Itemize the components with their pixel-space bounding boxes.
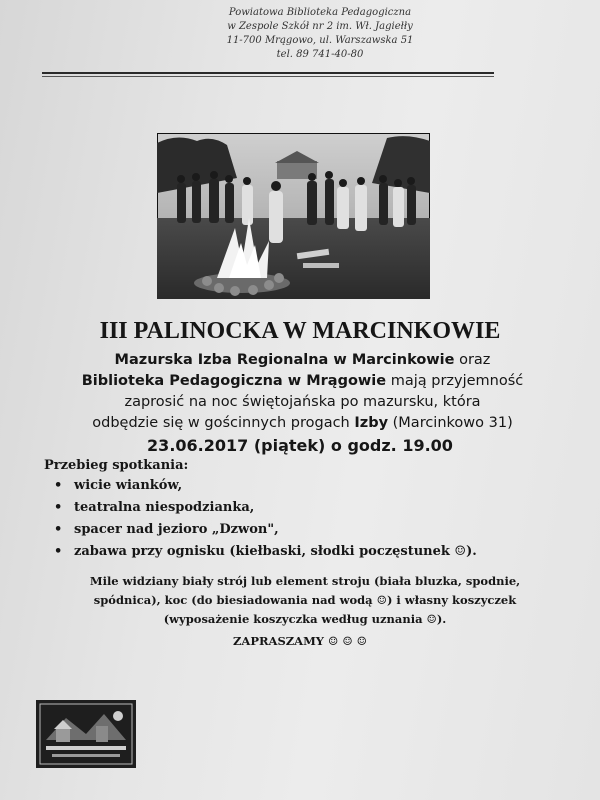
agenda-item: • spacer nad jezioro „Dzwon", bbox=[50, 519, 477, 541]
library-stamp-logo bbox=[36, 700, 136, 768]
intro-line-3: zaprosić na noc świętojańska po mazursku, która bbox=[124, 394, 481, 410]
organizer-2: Biblioteka Pedagogiczna w Mrągowie bbox=[81, 373, 387, 389]
agenda-heading: Przebieg spotkania: bbox=[44, 458, 189, 473]
intro-line-1 bbox=[30, 350, 575, 371]
note-line-3: (wyposażenie koszyczka według uznania ☺). bbox=[163, 612, 447, 626]
letterhead-line-1: Powiatowa Biblioteka Pedagogiczna bbox=[228, 7, 412, 18]
agenda-item: • wicie wianków, bbox=[50, 475, 477, 497]
organizer-1: Mazurska Izba Regionalna w Marcinkowie bbox=[114, 352, 455, 368]
letterhead bbox=[150, 6, 490, 62]
dress-code-note bbox=[40, 572, 570, 629]
intro-line-2-rest: mają przyjemność bbox=[386, 373, 524, 389]
intro-line-2 bbox=[30, 371, 575, 392]
event-date: 23.06.2017 (piątek) o godz. 19.00 bbox=[147, 436, 453, 455]
event-title: III PALINOCKA W MARCINKOWIE bbox=[99, 318, 501, 344]
bonfire-photo bbox=[157, 133, 430, 299]
agenda-item: • teatralna niespodzianka, bbox=[50, 497, 477, 519]
venue: Izby bbox=[354, 415, 389, 431]
agenda-list bbox=[50, 475, 477, 563]
letterhead-divider-thin bbox=[42, 76, 494, 77]
intro-line-4-pre: odbędzie się w gościnnych progach bbox=[92, 415, 355, 431]
venue-address: (Marcinkowo 31) bbox=[388, 415, 513, 431]
agenda-item: • zabawa przy ognisku (kiełbaski, słodki poczęstunek ☺). bbox=[50, 541, 477, 563]
letterhead-line-3: 11-700 Mrągowo, ul. Warszawska 51 bbox=[226, 35, 414, 46]
intro-line-4 bbox=[30, 413, 575, 434]
letterhead-divider bbox=[42, 72, 494, 74]
invitation-closing: ZAPRASZAMY ☺ ☺ ☺ bbox=[233, 634, 367, 648]
invitation-text bbox=[30, 350, 575, 434]
letterhead-line-4: tel. 89 741-40-80 bbox=[276, 49, 364, 60]
letterhead-line-2: w Zespole Szkół nr 2 im. Wł. Jagiełły bbox=[227, 21, 413, 32]
intro-and: oraz bbox=[454, 352, 491, 368]
note-line-2: spódnica), koc (do biesiadowania nad wodą ☺) i własny koszyczek bbox=[93, 593, 517, 607]
note-line-1: Mile widziany biały strój lub element stroju (biała bluzka, spodnie, bbox=[89, 574, 521, 588]
